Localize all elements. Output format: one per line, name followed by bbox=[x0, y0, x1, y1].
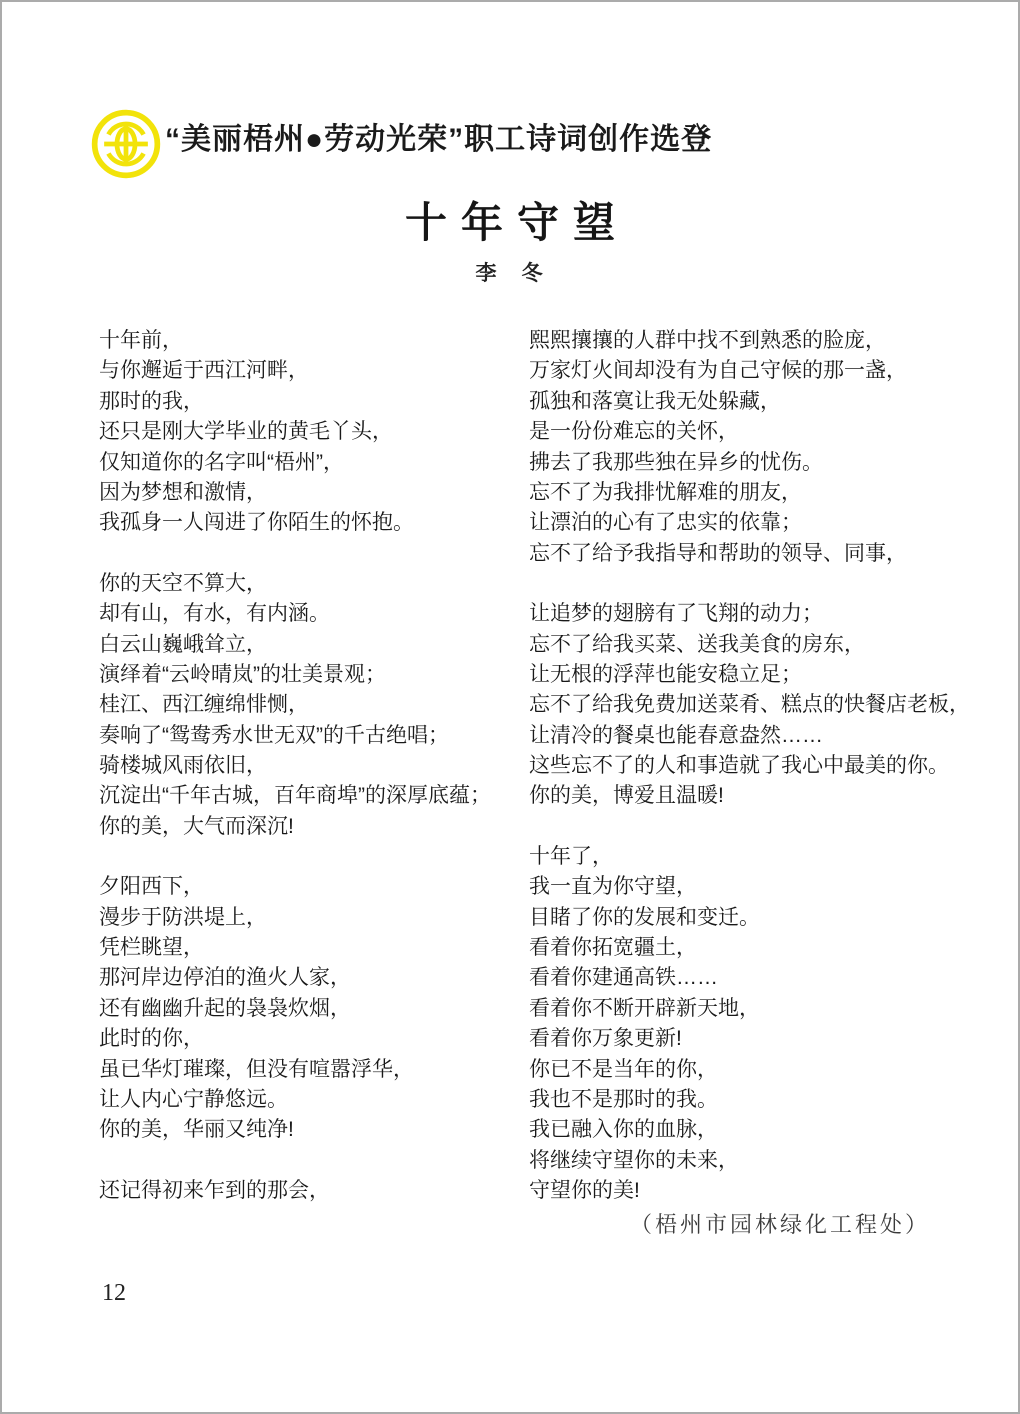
poem-line: 拂去了我那些独在异乡的忧伤。 bbox=[529, 450, 823, 474]
poem-line: 让追梦的翅膀有了飞翔的动力； bbox=[529, 602, 823, 626]
poem-author: 李 冬 bbox=[475, 262, 545, 285]
poem-line: 还记得初来乍到的那会， bbox=[99, 1178, 330, 1202]
poem-line: 忘不了为我排忧解难的朋友， bbox=[529, 480, 802, 504]
poem-column-left bbox=[99, 326, 524, 1206]
poem-line: 还有幽幽升起的袅袅炊烟， bbox=[99, 996, 351, 1020]
poem-line: 奏响了“鸳鸯秀水世无双”的千古绝唱； bbox=[99, 723, 449, 747]
poem-line: 漫步于防洪堤上， bbox=[99, 905, 267, 929]
poem-line: 是一份份难忘的关怀， bbox=[529, 420, 739, 444]
poem-line: 看着你不断开辟新天地， bbox=[529, 996, 760, 1020]
poem-line: 你的美，博爱且温暖! bbox=[529, 784, 724, 808]
poem-line: 骑楼城风雨依旧， bbox=[99, 754, 267, 778]
poem-line: 我也不是那时的我。 bbox=[529, 1087, 718, 1111]
poem-line: 将继续守望你的未来， bbox=[529, 1148, 739, 1172]
poem-line: 让无根的浮萍也能安稳立足； bbox=[529, 662, 802, 686]
poem-line: 你已不是当年的你， bbox=[529, 1057, 718, 1081]
poem-line: 你的天空不算大， bbox=[99, 571, 267, 595]
poem-line: 那时的我， bbox=[99, 389, 204, 413]
author-affiliation: （梧州市园林绿化工程处） bbox=[629, 1212, 930, 1237]
poem-line: 那河岸边停泊的渔火人家， bbox=[99, 966, 351, 990]
poem-line: 看着你拓宽疆土， bbox=[529, 936, 697, 960]
poem-line: 让漂泊的心有了忠实的依靠； bbox=[529, 511, 802, 535]
poem-line: 我孤身一人闯进了你陌生的怀抱。 bbox=[99, 511, 414, 535]
poem-line: 我已融入你的血脉， bbox=[529, 1118, 718, 1142]
poem-line: 与你邂逅于西江河畔， bbox=[99, 359, 309, 383]
union-emblem-icon bbox=[88, 106, 164, 182]
poem-line: 忘不了给我免费加送菜肴、糕点的快餐店老板， bbox=[529, 693, 970, 717]
poem-line: 此时的你， bbox=[99, 1027, 204, 1051]
poem-line: 你的美，华丽又纯净! bbox=[99, 1118, 294, 1142]
stanza bbox=[99, 872, 524, 1146]
poem-line: 孤独和落寞让我无处躲藏， bbox=[529, 389, 781, 413]
poem-line: 还只是刚大学毕业的黄毛丫头， bbox=[99, 420, 393, 444]
stanza bbox=[99, 569, 524, 843]
poem-line: 看着你建通高铁…… bbox=[529, 966, 718, 990]
poem-line: 忘不了给予我指导和帮助的领导、同事， bbox=[529, 541, 907, 565]
poem-line: 这些忘不了的人和事造就了我心中最美的你。 bbox=[529, 754, 949, 778]
poem-line: 凭栏眺望， bbox=[99, 936, 204, 960]
poem-line: 让人内心宁静悠远。 bbox=[99, 1087, 288, 1111]
poem-line: 忘不了给我买菜、送我美食的房东， bbox=[529, 632, 865, 656]
poem-line: 仅知道你的名字叫“梧州”， bbox=[99, 450, 344, 474]
poem-line: 桂江、西江缠绵悱恻， bbox=[99, 693, 309, 717]
poem-line: 万家灯火间却没有为自己守候的那一盏， bbox=[529, 359, 907, 383]
poem-line: 看着你万象更新! bbox=[529, 1027, 682, 1051]
stanza bbox=[99, 326, 524, 539]
poem-line: 十年前， bbox=[99, 329, 183, 352]
poem-title: 十年守望 bbox=[404, 199, 629, 246]
poem-line: 目睹了你的发展和变迁。 bbox=[529, 905, 760, 929]
stanza bbox=[529, 599, 969, 812]
poem-line: 因为梦想和激情， bbox=[99, 480, 267, 504]
poem-line: 夕阳西下， bbox=[99, 875, 204, 899]
poem-line: 你的美，大气而深沉! bbox=[99, 814, 294, 838]
page-number: 12 bbox=[102, 1280, 126, 1306]
poem-line: 守望你的美! bbox=[529, 1179, 640, 1203]
poem-line: 演绎着“云岭晴岚”的壮美景观； bbox=[99, 662, 386, 686]
poem-line: 我一直为你守望， bbox=[529, 875, 697, 899]
poem-line: 十年了， bbox=[529, 844, 613, 868]
stanza bbox=[529, 326, 969, 569]
stanza bbox=[99, 1176, 524, 1206]
poem-line: 却有山，有水，有内涵。 bbox=[99, 602, 330, 626]
poem-line: 沉淀出“千年古城，百年商埠”的深厚底蕴； bbox=[99, 784, 491, 808]
masthead-title: “美丽梧州●劳动光荣”职工诗词创作选登 bbox=[165, 123, 713, 156]
poem-column-right bbox=[529, 326, 969, 1207]
stanza bbox=[529, 842, 969, 1207]
poem-line: 虽已华灯璀璨，但没有喧嚣浮华， bbox=[99, 1057, 414, 1081]
poem-line: 白云山巍峨耸立， bbox=[99, 632, 267, 656]
poem-line: 让清冷的餐桌也能春意盎然…… bbox=[529, 723, 823, 747]
poem-line: 熙熙攘攘的人群中找不到熟悉的脸庞， bbox=[529, 329, 886, 352]
